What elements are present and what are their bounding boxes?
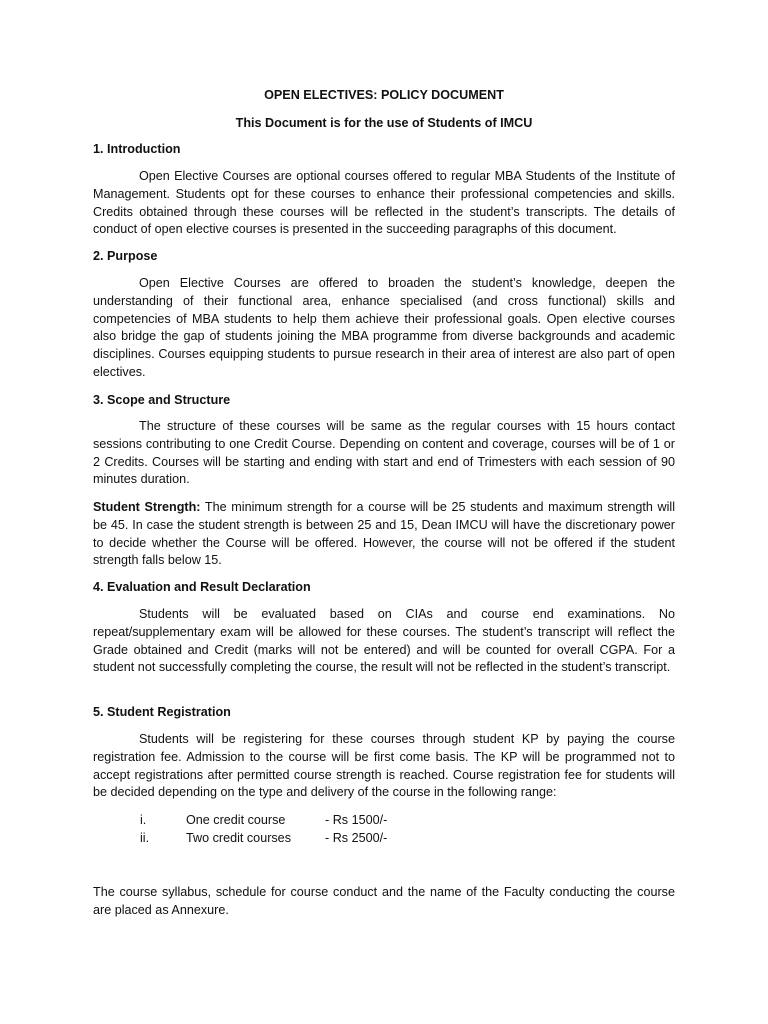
evaluation-text: Students will be evaluated based on CIAs and course end examinations. No repeat/supplementary exam will be allowed for these courses. The student’s transcript will reflect the Grade obtained and Credit (marks will not be entered) and will be counted for overall CGPA. For a student not successfully completing the course, the result will not be reflected in the student’s transcript.: [93, 607, 675, 675]
section-heading-introduction: 1. Introduction: [93, 142, 181, 156]
document-subtitle: This Document is for the use of Students of IMCU: [235, 116, 533, 130]
section-body-registration: [93, 731, 675, 802]
fee-list-item: [140, 830, 440, 848]
purpose-text: Open Elective Courses are offered to broaden the student’s knowledge, deepen the understanding of their functional area, enhance specialised (and cross functional) skills and competencies of MBA students to help them achieve their professional goals. Open elective courses also bridge the gap of students joining the MBA programme from diverse backgrounds and academic disciplines. Courses equipping students to pursue research in their area of interest are also part of open electives.: [93, 276, 675, 379]
fee-label: Two credit courses: [186, 831, 291, 845]
section-body-purpose: [93, 275, 675, 382]
scope-text: The structure of these courses will be same as the regular courses with 15 hours contact sessions contributing to one Credit Course. Depending on content and coverage, courses will be of 1 or 2 Credits. Courses will be starting and ending with start and end of Trimesters with each session of 90 minutes duration.: [93, 419, 675, 487]
fee-label: One credit course: [186, 813, 286, 827]
fee-number: i.: [140, 813, 147, 827]
student-strength-text: The minimum strength for a course will be 25 students and maximum strength will be 45. In case the student strength is between 25 and 15, Dean IMCU will have the discretionary power to decide whether the Course will be offered. However, the course will not be offered if the student strength falls below 15.: [93, 500, 675, 568]
introduction-text: Open Elective Courses are optional courses offered to regular MBA Students of the Institute of Management. Students opt for these courses to enhance their professional competencies and skills. Credits obtained through these courses will be reflected in the student’s transcripts. The details of conduct of open elective courses is presented in the succeeding paragraphs of this document.: [93, 169, 675, 237]
section-heading-registration: 5. Student Registration: [93, 705, 231, 719]
student-strength-paragraph: [93, 499, 675, 570]
registration-text: Students will be registering for these courses through student KP by paying the course registration fee. Admission to the course will be first come basis. The KP will be programmed not to accept registrations after permitted course strength is reached. Course registration fee for students will be decided depending on the type and delivery of the course in the following range:: [93, 732, 675, 800]
fee-amount: - Rs 2500/-: [325, 831, 388, 845]
fee-amount: - Rs 1500/-: [325, 813, 388, 827]
section-body-evaluation: [93, 606, 675, 677]
section-body-introduction: [93, 168, 675, 239]
section-body-scope: [93, 418, 675, 489]
closing-paragraph: The course syllabus, schedule for course conduct and the name of the Faculty conducting the course are placed as Annexure.: [93, 885, 675, 917]
section-heading-evaluation: 4. Evaluation and Result Declaration: [93, 580, 311, 594]
document-title: OPEN ELECTIVES: POLICY DOCUMENT: [264, 88, 504, 102]
fee-number: ii.: [140, 831, 150, 845]
section-heading-scope: 3. Scope and Structure: [93, 393, 231, 407]
fee-list-item: [140, 812, 440, 830]
student-strength-label: Student Strength:: [93, 500, 201, 514]
section-heading-purpose: 2. Purpose: [93, 249, 158, 263]
